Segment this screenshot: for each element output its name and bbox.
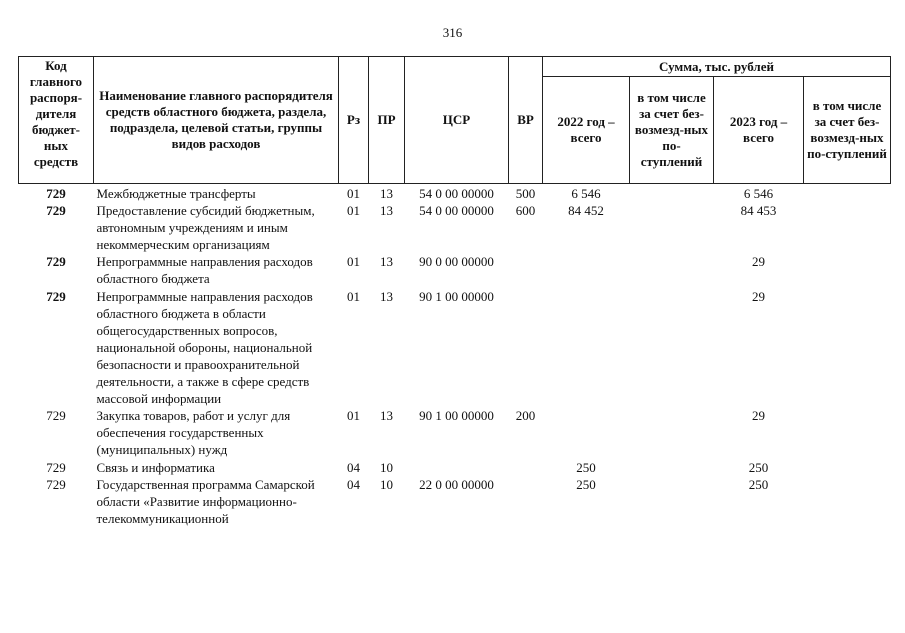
- cell-vr: 200: [515, 408, 536, 424]
- cell-grants-2022: [630, 476, 714, 527]
- header-grants-2023: в том числе за счет без-возмезд-ных по-ступлений: [804, 77, 891, 184]
- cell-csr: 54 0 00 00000: [419, 203, 494, 219]
- header-csr: ЦСР: [405, 57, 509, 184]
- cell-name: Непрограммные направления расходов областного бюджета в области общегосударственных вопросов, национальной обороны, национальной безопасности и правоохранительной деятельности, а также в сфере средств массовой информации: [96, 288, 313, 407]
- cell-code: 729: [46, 476, 66, 492]
- cell-total-2023: 29: [752, 408, 765, 424]
- cell-total-2023: 84 453: [740, 203, 777, 219]
- table-row: [19, 288, 891, 408]
- header-name: Наименование главного распорядителя средств областного бюджета, раздела, подраздела, целевой статьи, группы видов расходов: [94, 57, 339, 184]
- cell-vr: [509, 476, 543, 527]
- cell-rz: 04: [347, 459, 360, 475]
- header-grants-2022: в том числе за счет без-возмезд-ных по-ступлений: [630, 77, 714, 184]
- header-rz: Рз: [339, 57, 369, 184]
- cell-total-2023: 250: [748, 459, 769, 475]
- cell-grants-2023: [804, 476, 891, 527]
- cell-name: Закупка товаров, работ и услуг для обеспечения государственных (муниципальных) нужд: [96, 408, 291, 458]
- cell-total-2023: 6 546: [743, 186, 774, 201]
- header-vr: ВР: [509, 57, 543, 184]
- page-number: 316: [442, 25, 463, 40]
- cell-pr: 13: [380, 186, 393, 201]
- cell-pr: 13: [380, 288, 393, 304]
- cell-csr: 90 1 00 00000: [419, 288, 494, 304]
- cell-vr: [509, 459, 543, 476]
- budget-table: [18, 56, 891, 527]
- cell-name: Связь и информатика: [96, 459, 215, 475]
- cell-vr: [509, 253, 543, 287]
- cell-pr: 10: [380, 476, 393, 492]
- header-total-2023: 2023 год – всего: [714, 77, 804, 184]
- table-row: [19, 202, 891, 253]
- cell-grants-2022: [630, 288, 714, 408]
- cell-grants-2022: [630, 202, 714, 253]
- cell-grants-2023: [804, 407, 891, 458]
- table-row: [19, 407, 891, 458]
- table-body: [19, 184, 891, 527]
- cell-grants-2023: [804, 288, 891, 408]
- cell-pr: 13: [380, 203, 393, 219]
- cell-grants-2023: [804, 459, 891, 476]
- cell-name: Предоставление субсидий бюджетным, автономным учреждениям и иным некоммерческим организациям: [96, 203, 315, 253]
- cell-total-2022: [543, 288, 630, 408]
- budget-table-wrapper: [18, 56, 890, 527]
- cell-csr: [405, 459, 509, 476]
- cell-csr: 54 0 00 00000: [419, 186, 494, 201]
- cell-csr: 90 1 00 00000: [419, 408, 494, 424]
- cell-rz: 01: [347, 203, 360, 219]
- header-sum: Сумма, тыс. рублей: [543, 57, 891, 77]
- cell-pr: 13: [380, 254, 393, 270]
- cell-grants-2022: [630, 459, 714, 476]
- cell-rz: 01: [347, 186, 360, 201]
- cell-grants-2023: [804, 202, 891, 253]
- cell-grants-2023: [804, 184, 891, 203]
- cell-code: 729: [46, 408, 66, 424]
- cell-code: 729: [46, 254, 66, 270]
- cell-total-2022: [543, 407, 630, 458]
- cell-name: Межбюджетные трансферты: [96, 186, 256, 201]
- table-row: [19, 184, 891, 203]
- cell-name: Непрограммные направления расходов областного бюджета: [96, 254, 313, 287]
- cell-rz: 01: [347, 408, 360, 424]
- table-row: [19, 476, 891, 527]
- cell-csr: 90 0 00 00000: [419, 254, 494, 270]
- cell-total-2022: 250: [576, 476, 596, 492]
- cell-grants-2023: [804, 253, 891, 287]
- header-code: Код главного распоря-дителя бюджет-ных средств: [19, 57, 94, 184]
- cell-total-2022: 84 452: [568, 203, 604, 219]
- cell-name: Государственная программа Самарской области «Развитие информационно-телекоммуникационной: [96, 476, 315, 526]
- cell-total-2023: 29: [752, 254, 765, 270]
- cell-code: 729: [46, 186, 66, 201]
- cell-rz: 01: [347, 288, 360, 304]
- cell-total-2022: [543, 253, 630, 287]
- cell-rz: 04: [347, 476, 360, 492]
- cell-code: 729: [46, 203, 66, 219]
- cell-vr: 600: [515, 203, 536, 219]
- header-pr: ПР: [369, 57, 405, 184]
- cell-pr: 10: [380, 459, 393, 475]
- cell-csr: 22 0 00 00000: [419, 476, 494, 492]
- cell-total-2023: 250: [748, 476, 769, 492]
- table-row: [19, 459, 891, 476]
- cell-total-2023: 29: [752, 288, 765, 304]
- cell-grants-2022: [630, 184, 714, 203]
- cell-vr: 500: [515, 186, 536, 201]
- cell-total-2022: 6 546: [571, 186, 601, 201]
- header-total-2022: 2022 год – всего: [543, 77, 630, 184]
- table-header: [19, 57, 891, 184]
- cell-code: 729: [46, 288, 66, 304]
- cell-rz: 01: [347, 254, 360, 270]
- cell-total-2022: 250: [576, 459, 596, 475]
- cell-code: 729: [46, 459, 66, 475]
- cell-grants-2022: [630, 407, 714, 458]
- cell-vr: [509, 288, 543, 408]
- table-row: [19, 253, 891, 287]
- cell-pr: 13: [380, 408, 393, 424]
- cell-grants-2022: [630, 253, 714, 287]
